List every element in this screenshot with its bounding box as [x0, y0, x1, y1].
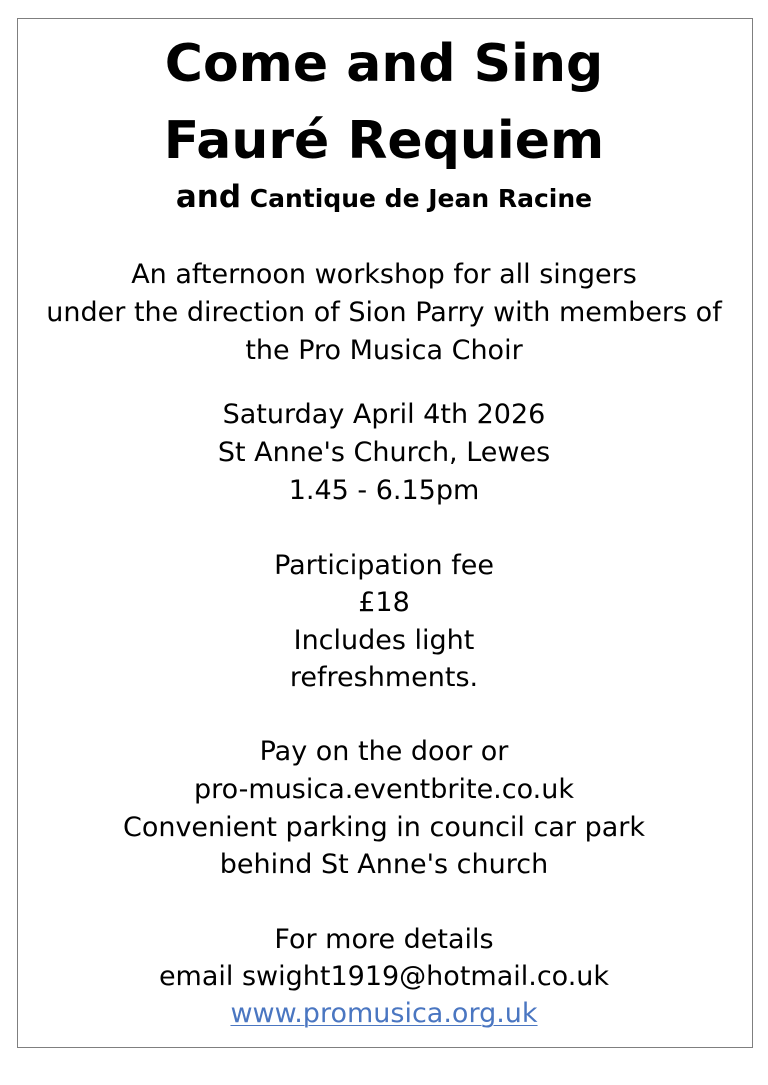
intro-line-3: the Pro Musica Choir: [245, 335, 523, 366]
contact-line-1: For more details: [274, 924, 494, 955]
payment-line-4: behind St Anne's church: [219, 849, 549, 880]
payment-line-2: pro-musica.eventbrite.co.uk: [193, 774, 574, 805]
fee-note-line-1: Includes light: [293, 625, 475, 656]
title-line-1: Come and Sing: [164, 34, 604, 94]
subtitle-and: and: [175, 179, 242, 215]
contact-email: email swight1919@hotmail.co.uk: [158, 961, 610, 992]
fee-note-line-2: refreshments.: [289, 662, 479, 693]
event-venue: St Anne's Church, Lewes: [217, 437, 551, 468]
event-time: 1.45 - 6.15pm: [288, 475, 480, 506]
intro-line-1: An afternoon workshop for all singers: [131, 259, 637, 290]
subtitle-work: Cantique de Jean Racine: [249, 184, 593, 213]
fee-label: Participation fee: [274, 550, 494, 581]
website-link[interactable]: www.promusica.org.uk: [230, 998, 538, 1029]
intro-line-2: under the direction of Sion Parry with members of: [46, 297, 722, 328]
fee-amount: £18: [358, 587, 410, 618]
payment-line-1: Pay on the door or: [259, 736, 509, 767]
title-line-2: Fauré Requiem: [163, 111, 605, 171]
subtitle: [0, 179, 768, 215]
website-line: [0, 1000, 768, 1027]
payment-line-3: Convenient parking in council car park: [122, 812, 646, 843]
poster-border: [17, 18, 753, 1048]
event-date: Saturday April 4th 2026: [222, 399, 546, 430]
